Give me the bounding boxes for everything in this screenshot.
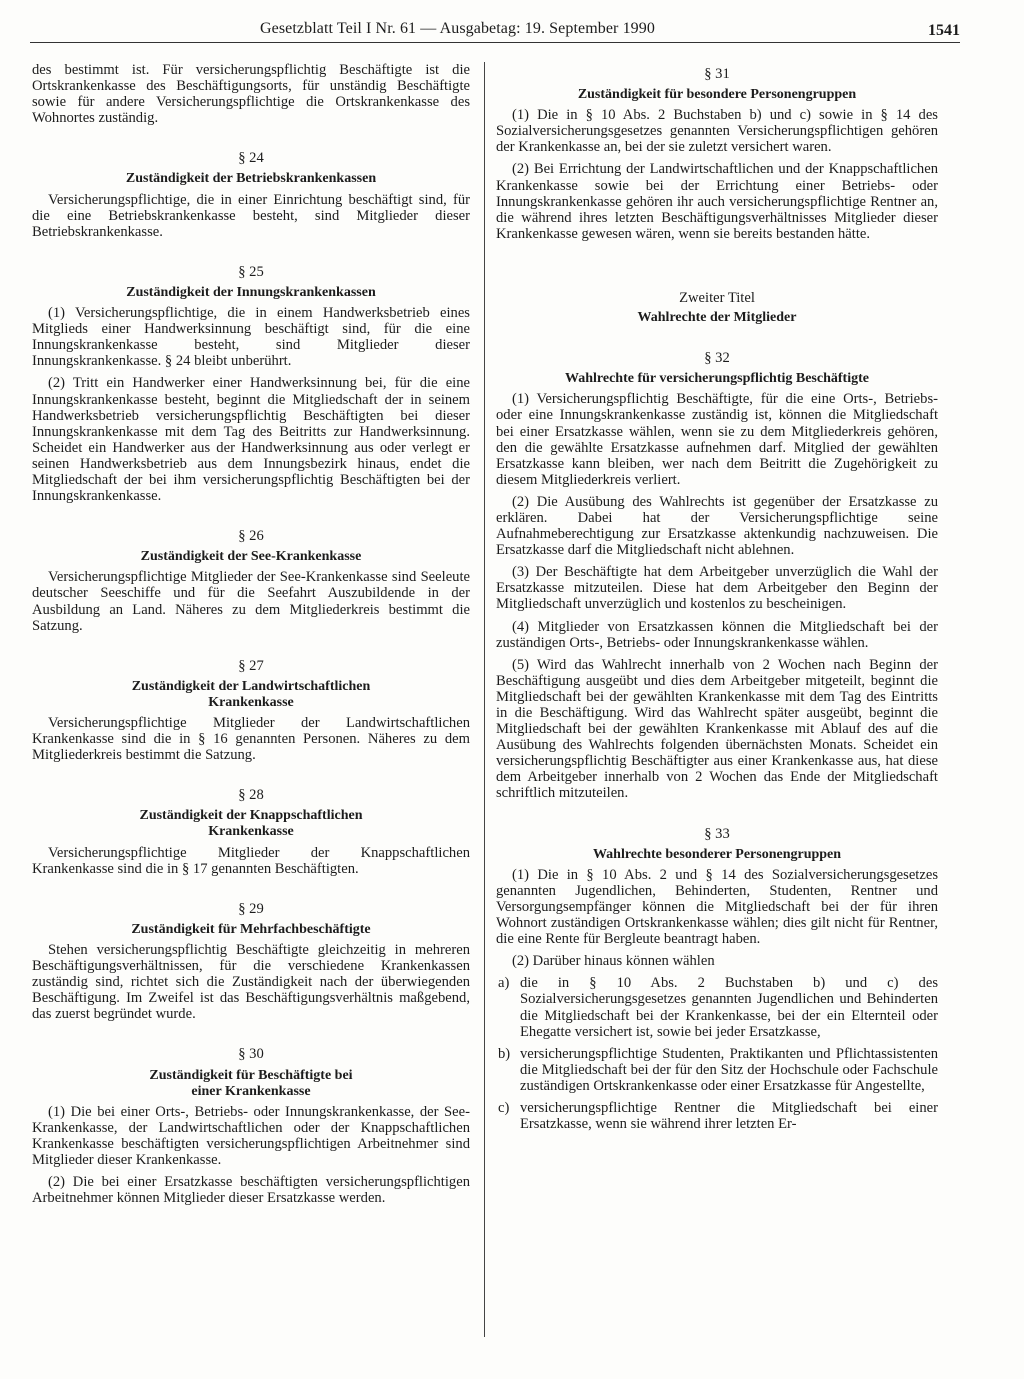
- section-26-paragraph: Versicherungspflichtige Mitglieder der See-Krankenkasse sind Seeleute deutscher Seeschiffe und für die Seefahrt Auszubildende in der Ausbildung an Land. Näheres zu dem Mitgliederkreis bestimmt die Satzung.: [32, 569, 470, 634]
- section-31-paragraph-1: (1) Die in § 10 Abs. 2 Buchstaben b) und c) sowie in § 14 des Sozialversicherungsgesetzes genannten Versicherungspflichtigen gehören der Krankenkasse an, bei der sie zuletzt versichert waren.: [496, 107, 938, 156]
- list-item: [496, 975, 938, 1039]
- section-24-number: § 24: [238, 150, 264, 167]
- continuation-paragraph: des bestimmt ist. Für versicherungspflichtig Beschäftigte ist die Ortskrankenkasse des Beschäftigungsorts, für unständig Beschäftigte sowie für andere Versicherungspflichtige die Ortskrankenkasse des Wohnortes zuständig.: [32, 62, 470, 127]
- section-32-paragraph-4: (4) Mitglieder von Ersatzkassen können die Mitgliedschaft bei der zuständigen Orts-, Betriebs- oder Innungskrankenkasse wählen.: [496, 618, 938, 651]
- section-32-paragraph-2: (2) Die Ausübung des Wahlrechts ist gegenüber der Ersatzkasse zu erklären. Dabei hat der Versicherungspflichtige seine Aufnahmeberechtigung zur Ersatzkasse aktenkundig nachzuweisen. Die Ersatzkasse darf die Mitgliedschaft nicht ablehnen.: [496, 493, 938, 559]
- section-33-number: § 33: [704, 825, 730, 842]
- section-30-number: § 30: [238, 1046, 264, 1063]
- section-27-title-line-1: Zuständigkeit der Landwirtschaftlichen: [131, 678, 371, 694]
- section-29-title: Zuständigkeit für Mehrfachbeschäftigte: [131, 921, 371, 937]
- section-28-number: § 28: [238, 787, 264, 804]
- section-32-title: Wahlrechte für versicherungspflichtig Beschäftigte: [565, 371, 869, 387]
- section-29-number: § 29: [238, 900, 264, 917]
- title-label: Zweiter Titel: [679, 289, 755, 306]
- section-32-number: § 32: [704, 350, 730, 367]
- section-32-paragraph-3: (3) Der Beschäftigte hat dem Arbeitgeber unverzüglich die Wahl der Ersatzkasse mitzuteilen. Diese hat dem Arbeitgeber den Beginn der Mitgliedschaft unverzüglich und kostenlos zu bescheinigen.: [496, 564, 938, 613]
- list-item-label: b): [498, 1045, 511, 1062]
- section-28-paragraph: Versicherungspflichtige Mitglieder der Knappschaftlichen Krankenkasse sind die in § 17 genannten Beschäftigten.: [32, 844, 470, 877]
- section-31-paragraph-2: (2) Bei Errichtung der Landwirtschaftlichen und der Knappschaftlichen Krankenkasse sowie bei der Errichtung einer Betriebs- oder Innungskrankenkasse gehören ihr auch versicherungspflichtige Rentner an, die während ihres letzten Beschäftigungsverhältnisses Mitglieder dieser Krankenkasse gewesen wären, wenn sie bereits bestanden hätte.: [496, 161, 938, 242]
- section-33-title: Wahlrechte besonderer Personengruppen: [592, 846, 842, 862]
- section-26-title: Zuständigkeit der See-Krankenkasse: [140, 549, 362, 565]
- section-30-paragraph-1: (1) Die bei einer Orts-, Betriebs- oder Innungskrankenkasse, der See-Krankenkasse, der Landwirtschaftlichen oder der Knappschaftlichen Krankenkasse beschäftigten versicherungspflichtigen Arbeitnehmer sind Mitglieder dieser Krankenkasse.: [32, 1103, 470, 1168]
- section-26-number: § 26: [238, 528, 264, 545]
- section-24-paragraph: Versicherungspflichtige, die in einer Einrichtung beschäftigt sind, für die eine Betriebskrankenkasse besteht, sind Mitglieder dieser Betriebskrankenkasse.: [32, 191, 470, 240]
- right-column: [496, 62, 938, 1138]
- section-31-number: § 31: [704, 66, 730, 82]
- list-item-label: c): [498, 1099, 510, 1116]
- section-29-paragraph: Stehen versicherungspflichtig Beschäftigte gleichzeitig in mehreren Beschäftigungsverhältnissen, für die verschiedene Krankenkassen zuständig sind, richtet sich die Zuständigkeit nach der überwiegenden Beschäftigung. Im Zweifel ist das Beschäftigungsverhältnis maßgebend, das zuerst begründet wurde.: [32, 941, 470, 1023]
- title-name: Wahlrechte der Mitglieder: [637, 310, 797, 326]
- section-30-title: [32, 1068, 470, 1100]
- section-28-title: [32, 808, 470, 840]
- column-divider: [484, 62, 485, 1337]
- section-28-title-line-2: Krankenkasse: [208, 824, 294, 840]
- section-24-title: Zuständigkeit der Betriebskrankenkassen: [125, 171, 377, 187]
- section-30-title-line-1: Zuständigkeit für Beschäftigte bei: [149, 1067, 353, 1083]
- section-25-title: Zuständigkeit der Innungskrankenkassen: [126, 284, 376, 300]
- section-31-title: Zuständigkeit für besondere Personengruppen: [577, 87, 857, 103]
- list-item: [496, 1100, 938, 1132]
- list-item-text: versicherungspflichtige Studenten, Praktikanten und Pflichtassistenten die Mitgliedschaft bei der für den Sitz der Hochschule oder Fachschule zuständigen Ortskrankenkasse oder einer Ersatzkasse für Angestellte,: [520, 1045, 938, 1094]
- list-item-text: versicherungspflichtige Rentner die Mitgliedschaft bei einer Ersatzkasse, wenn sie während ihrer letzten Er-: [520, 1099, 938, 1133]
- list-item-text: die in § 10 Abs. 2 Buchstaben b) und c) des Sozialversicherungsgesetzes genannten Jugendlichen und Behinderten die Mitgliedschaft bei der Krankenkasse, bei der ein Elternteil oder Ehegatte versichert ist, sowie bei jeder Ersatzkasse,: [520, 975, 938, 1040]
- section-30-paragraph-2: (2) Die bei einer Ersatzkasse beschäftigten versicherungspflichtigen Arbeitnehmer können Mitglieder dieser Ersatzkasse werden.: [32, 1174, 470, 1207]
- section-33-paragraph-1: (1) Die in § 10 Abs. 2 und § 14 des Sozialversicherungsgesetzes genannten Jugendlichen, Behinderten, Studenten, Rentner und Versorgungsempfänger können die Mitgliedschaft bei der für ihren Wohnort zuständigen Ortskrankenkasse wählen; dies gilt nicht für Rentner, die eine Rente für Bergleute beantragt haben.: [496, 866, 938, 948]
- section-33-paragraph-2: (2) Darüber hinaus können wählen: [512, 953, 715, 970]
- page-header: [30, 18, 960, 43]
- section-27-title: [32, 679, 470, 711]
- section-28-title-line-1: Zuständigkeit der Knappschaftlichen: [139, 808, 363, 824]
- section-27-paragraph: Versicherungspflichtige Mitglieder der Landwirtschaftlichen Krankenkasse sind die in § 16 genannten Personen. Näheres zu dem Mitgliederkreis bestimmt die Satzung.: [32, 715, 470, 764]
- section-25-paragraph-2: (2) Tritt ein Handwerker einer Handwerksinnung bei, für die eine Innungskrankenkasse besteht, beginnt die Mitgliedschaft der in seinem Handwerksbetrieb versicherungspflichtig Beschäftigten bei dieser Innungskrankenkasse mit dem Tag des Beitritts zur Handwerksinnung. Scheidet ein Handwerker aus der Handwerksinnung aus oder verlegt er seinen Handwerksbetrieb aus dem Innungsbezirk hinaus, endet die Mitgliedschaft der bei ihm versicherungspflichtig Beschäftigten bei der Innungskrankenkasse.: [32, 375, 470, 505]
- list-item: [496, 1046, 938, 1094]
- section-27-number: § 27: [238, 657, 264, 674]
- section-32-paragraph-5: (5) Wird das Wahlrecht innerhalb von 2 Wochen nach Beginn der Beschäftigung ausgeübt und dies dem Arbeitgeber mitgeteilt, beginnt die Mitgliedschaft bei der gewählten Krankenkasse mit dem Tag des Eintritts in die Beschäftigung. Wird das Wahlrecht später ausgeübt, beginnt die Mitgliedschaft bei der gewählten Krankenkasse mit Ablauf des auf die Ausübung des Wahlrechts folgenden übernächsten Monats. Scheidet ein versicherungspflichtig Beschäftigter aus einer Krankenkasse aus, hat diese dem Arbeitgeber innerhalb von 2 Wochen das Ende der Mitgliedschaft schriftlich mitzuteilen.: [496, 656, 938, 802]
- left-column: [32, 62, 470, 1212]
- list-item-label: a): [498, 975, 510, 992]
- section-32-paragraph-1: (1) Versicherungspflichtig Beschäftigte, für die eine Orts-, Betriebs- oder eine Innungskrankenkasse zuständig ist, können die Mitgliedschaft bei einer Ersatzkasse wählen, wenn sie zu dem Mitgliederkreis gehören, den die gewählte Ersatzkasse aufnehmen darf. Mitglied der gewählten Ersatzkasse kann bleiben, wer nach dem Beitritt die Zugehörigkeit zu diesem Mitgliederkreis verliert.: [496, 391, 938, 488]
- section-25-paragraph-1: (1) Versicherungspflichtige, die in einem Handwerksbetrieb eines Mitglieds einer Handwerksinnung beschäftigt sind, für die eine Innungskrankenkasse besteht, sind Mitglieder dieser Innungskrankenkasse. § 24 bleibt unberührt.: [32, 305, 470, 370]
- section-27-title-line-2: Krankenkasse: [208, 694, 294, 710]
- section-25-number: § 25: [238, 263, 264, 280]
- page-number: 1541: [928, 22, 960, 39]
- section-30-title-line-2: einer Krankenkasse: [191, 1083, 311, 1099]
- header-title: Gesetzblatt Teil I Nr. 61 — Ausgabetag: 19. September 1990: [260, 20, 655, 37]
